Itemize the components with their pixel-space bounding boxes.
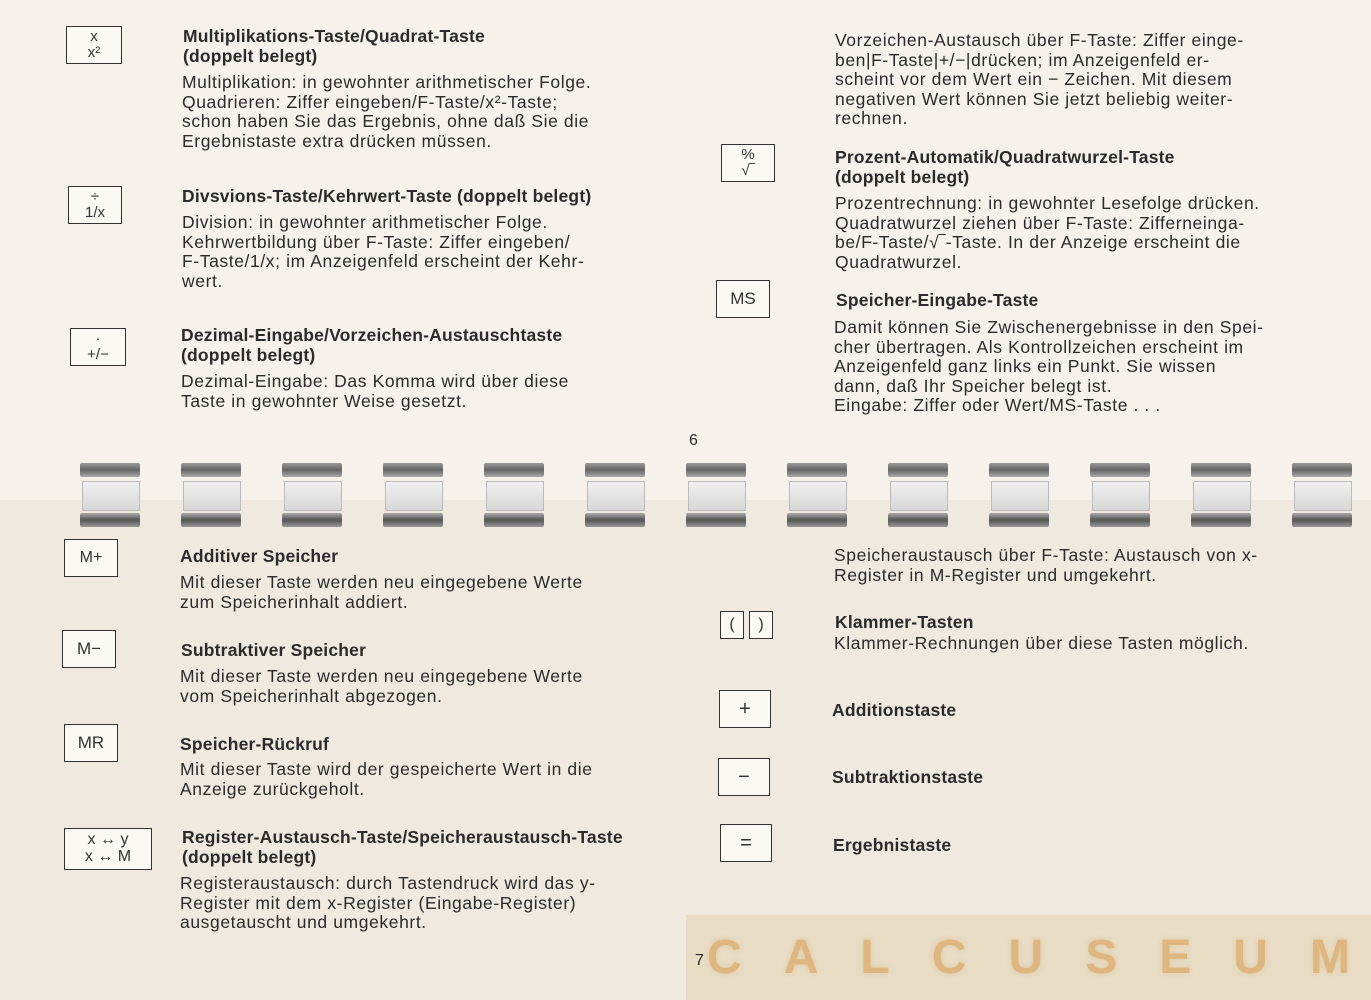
vorz-desc: [835, 31, 1329, 129]
watermark-letter: C: [931, 931, 967, 984]
sub-title: [832, 768, 1132, 788]
title-line: Register-Austausch-Taste/Speicheraustausch-Taste: [182, 827, 623, 847]
key-label: %: [741, 146, 755, 164]
desc-line: Klammer-Rechnungen über diese Tasten möglich.: [834, 633, 1249, 653]
spiral-ring: [888, 463, 948, 529]
title-line: Speicher-Rückruf: [180, 734, 330, 754]
ms-desc: [834, 318, 1328, 416]
desc-line: be/F-Taste/√‾-Taste. In der Anzeige erscheint die: [835, 232, 1241, 252]
desc-line: Register in M-Register und umgekehrt.: [834, 564, 1157, 585]
mr-desc: [180, 760, 674, 799]
title-line: Divsvions-Taste/Kehrwert-Taste (doppelt belegt): [182, 186, 592, 206]
minus-key-icon: [718, 758, 770, 796]
spiral-ring: [282, 463, 342, 529]
div-key-icon: [68, 186, 122, 224]
add-title: [832, 701, 1132, 721]
desc-line: Division: in gewohnter arithmetischer Folge.: [182, 212, 548, 232]
desc-line: Anzeige zurückgeholt.: [180, 778, 365, 799]
desc-line: Eingabe: Ziffer oder Wert/MS-Taste . . .: [834, 395, 1161, 415]
spiral-ring: [686, 463, 746, 529]
title-line: Klammer-Tasten: [835, 612, 974, 632]
key-label: M−: [76, 639, 102, 659]
ms-key-icon: [716, 280, 770, 318]
desc-line: Dezimal-Eingabe: Das Komma wird über diese: [181, 371, 569, 391]
erg-title: [833, 836, 1133, 856]
key-label: MS: [730, 289, 756, 309]
desc-line: Multiplikation: in gewohnter arithmetischer Folge.: [182, 72, 592, 92]
key-label: x: [90, 28, 98, 46]
klammer-title: [835, 613, 1335, 633]
div-desc: [182, 213, 678, 291]
title-line: (doppelt belegt): [182, 846, 317, 867]
key-label: =: [740, 831, 752, 854]
desc-line: Registeraustausch: durch Tastendruck wird das y-: [180, 873, 596, 893]
percent-sqrt-key-icon: [721, 144, 775, 182]
desc-line: Register mit dem x-Register (Eingabe-Register): [180, 892, 577, 913]
desc-line: Damit können Sie Zwischenergebnisse in den Spei-: [834, 317, 1264, 337]
mplus-desc: [180, 573, 674, 612]
spiral-ring: [1090, 463, 1150, 529]
key-label: ·: [95, 330, 101, 348]
reg-title: [182, 828, 682, 867]
desc-line: scheint vor dem Wert ein − Zeichen. Mit diesem: [835, 69, 1233, 89]
page-number-bottom: 7: [695, 952, 704, 969]
key-label: 1/x: [84, 204, 105, 221]
mminus-title: [181, 641, 681, 661]
title-line: Subtraktionstaste: [832, 767, 984, 787]
watermark-letter: U: [1008, 931, 1044, 984]
desc-line: Quadrieren: Ziffer eingeben/F-Taste/x²-Taste;: [182, 91, 558, 112]
title-line: Prozent-Automatik/Quadratwurzel-Taste: [835, 147, 1175, 167]
spaus-desc: [834, 546, 1328, 585]
watermark-letter: M: [1309, 931, 1350, 984]
page-number-top: 6: [689, 432, 698, 449]
watermark-letter: L: [860, 931, 890, 984]
reg-desc: [180, 874, 674, 933]
mminus-desc: [180, 667, 674, 706]
title-line: Ergebnistaste: [833, 835, 952, 855]
key-label: +/−: [87, 346, 109, 363]
spiral-ring: [1191, 463, 1251, 529]
mult-key-icon: [66, 26, 122, 64]
desc-line: negativen Wert können Sie jetzt beliebig weiter-: [835, 88, 1234, 109]
desc-line: zum Speicherinhalt addiert.: [180, 591, 409, 612]
watermark-letter: A: [783, 931, 819, 984]
m-minus-key-icon: [62, 630, 116, 668]
desc-line: ausgetauscht und umgekehrt.: [180, 912, 427, 932]
calcuseum-watermark: [686, 915, 1371, 1000]
proz-desc: [835, 194, 1327, 272]
desc-line: Quadratwurzel.: [835, 251, 963, 272]
desc-line: rechnen.: [835, 108, 908, 128]
desc-line: schon haben Sie das Ergebnis, ohne daß Sie die: [182, 111, 590, 131]
key-label: +: [739, 697, 751, 720]
dez-title: [181, 326, 681, 365]
m-plus-key-icon: [64, 539, 118, 577]
desc-line: Anzeigenfeld ganz links ein Punkt. Sie wissen: [834, 356, 1217, 376]
watermark-letter: E: [1159, 931, 1192, 984]
mult-title: [183, 27, 683, 66]
parenthesis-open-key-icon: [720, 611, 744, 639]
mr-key-icon: [64, 724, 118, 762]
title-line: Additionstaste: [832, 700, 957, 720]
desc-line: Mit dieser Taste werden neu eingegebene Werte: [180, 572, 583, 592]
desc-line: cher übertragen. Als Kontrollzeichen erscheint im: [834, 336, 1244, 357]
title-line: Speicher-Eingabe-Taste: [836, 290, 1039, 310]
desc-line: F-Taste/1/x; im Anzeigenfeld erscheint der Kehr-: [182, 251, 585, 271]
spiral-ring: [484, 463, 544, 529]
desc-line: Vorzeichen-Austausch über F-Taste: Ziffer einge-: [835, 30, 1244, 50]
desc-line: vom Speicherinhalt abgezogen.: [180, 685, 443, 706]
ms-title: [836, 291, 1336, 311]
decimal-sign-key-icon: [70, 328, 126, 366]
desc-line: Ergebnistaste extra drücken müssen.: [182, 130, 492, 151]
mult-desc: [182, 73, 678, 151]
key-label: MR: [77, 733, 105, 753]
desc-line: Speicheraustausch über F-Taste: Austausch von x-: [834, 545, 1258, 565]
title-line: Additiver Speicher: [180, 546, 339, 566]
title-line: Multiplikations-Taste/Quadrat-Taste: [183, 26, 485, 46]
spiral-ring: [181, 463, 241, 529]
title-line: Dezimal-Eingabe/Vorzeichen-Austauschtaste: [181, 325, 563, 345]
key-label: (: [729, 615, 735, 633]
watermark-letter: U: [1233, 931, 1268, 984]
desc-line: dann, daß Ihr Speicher belegt ist.: [834, 375, 1113, 396]
key-label: ÷: [90, 188, 100, 206]
div-title: [182, 187, 682, 207]
mplus-title: [180, 547, 680, 567]
desc-line: Quadratwurzel ziehen über F-Taste: Zifferneinga-: [835, 212, 1245, 233]
desc-line: ben|F-Taste|+/−|drücken; im Anzeigenfeld er-: [835, 49, 1210, 70]
spiral-ring: [80, 463, 140, 529]
plus-key-icon: [719, 690, 771, 728]
title-line: (doppelt belegt): [181, 344, 316, 365]
desc-line: Taste in gewohnter Weise gesetzt.: [181, 390, 468, 411]
key-label: ): [758, 615, 764, 633]
klammer-desc: [834, 634, 1334, 654]
desc-line: wert.: [182, 270, 223, 291]
watermark-letter: S: [1085, 931, 1118, 984]
desc-line: Kehrwertbildung über F-Taste: Ziffer eingeben/: [182, 231, 571, 252]
watermark-letter: C: [707, 931, 742, 984]
equals-key-icon: [720, 824, 772, 862]
proz-title: [835, 148, 1335, 187]
spiral-ring: [383, 463, 443, 529]
mr-title: [180, 735, 680, 755]
desc-line: Prozentrechnung: in gewohnter Lesefolge drücken.: [835, 193, 1260, 213]
title-line: (doppelt belegt): [835, 166, 970, 187]
title-line: (doppelt belegt): [183, 45, 318, 66]
key-label: x ↔ M: [84, 848, 132, 865]
key-label: M+: [79, 548, 103, 566]
title-line: Subtraktiver Speicher: [181, 640, 367, 660]
key-label: −: [738, 765, 750, 788]
parenthesis-close-key-icon: [749, 611, 773, 639]
spiral-ring: [585, 463, 645, 529]
spiral-ring: [787, 463, 847, 529]
spiral-ring: [1292, 463, 1352, 529]
spiral-ring: [989, 463, 1049, 529]
dez-desc: [181, 372, 657, 411]
key-label: √‾: [741, 162, 755, 179]
desc-line: Mit dieser Taste wird der gespeicherte Wert in die: [180, 759, 593, 779]
key-label: x ↔ y: [87, 831, 129, 849]
desc-line: Mit dieser Taste werden neu eingegebene Werte: [180, 666, 583, 686]
key-label: x²: [87, 44, 101, 61]
register-exchange-key-icon: [64, 828, 152, 870]
